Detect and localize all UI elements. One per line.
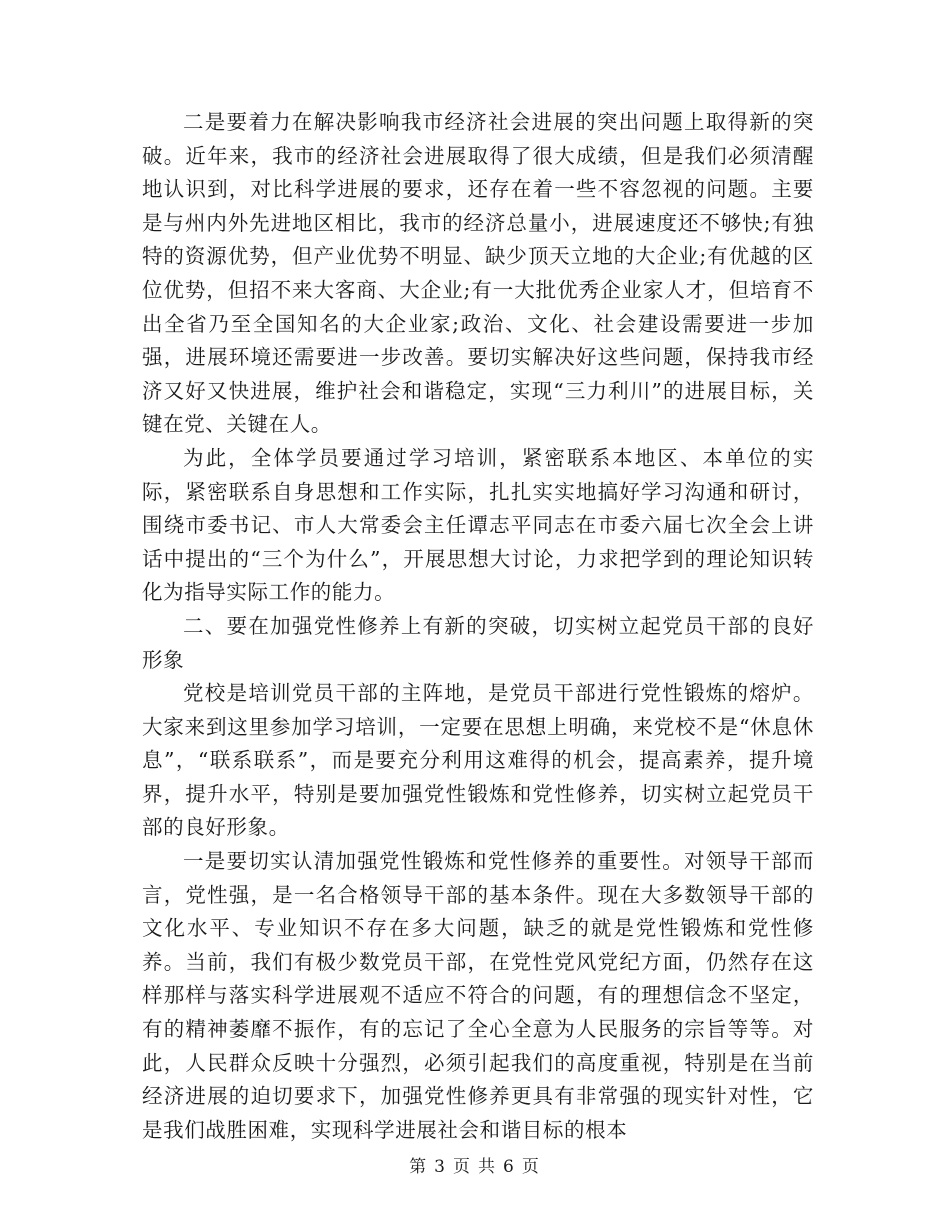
section-heading: 二、要在加强党性修养上有新的突破，切实树立起党员干部的良好形象 bbox=[142, 613, 814, 672]
footer-total-pages: 6 bbox=[503, 1157, 516, 1177]
footer-page-unit: 页 bbox=[453, 1157, 472, 1177]
footer-total-prefix: 共 bbox=[478, 1157, 497, 1177]
paragraph-1: 二是要着力在解决影响我市经济社会进展的突出问题上取得新的突破。近年来，我市的经济社会进展取得了很大成绩，但是我们必须清醒地认识到，对比科学进展的要求，还存在着一些不容忽视的问题。主要是与州内外先进地区相比，我市的经济总量小，进展速度还不够快;有独特的资源优势，但产业优势不明显、缺少顶天立地的大企业;有优越的区位优势，但招不来大客商、大企业;有一大批优秀企业家人才，但培育不出全省乃至全国知名的大企业家;政治、文化、社会建设需要进一步加强，进展环境还需要进一步改善。要切实解决好这些问题，保持我市经济又好又快进展，维护社会和谐稳定，实现“三力利川”的进展目标，关键在党、关键在人。 bbox=[142, 110, 814, 437]
footer-total-unit: 页 bbox=[521, 1157, 541, 1177]
paragraph-2: 为此，全体学员要通过学习培训，紧密联系本地区、本单位的实际，紧密联系自身思想和工作实际，扎扎实实地搞好学习沟通和研讨，围绕市委书记、市人大常委会主任谭志平同志在市委六届七次全会上讲话中提出的“三个为什么”，开展思想大讨论，力求把学到的理论知识转化为指导实际工作的能力。 bbox=[142, 445, 814, 605]
paragraph-4: 一是要切实认清加强党性锻炼和党性修养的重要性。对领导干部而言，党性强，是一名合格领导干部的基本条件。现在大多数领导干部的文化水平、专业知识不存在多大问题，缺乏的就是党性锻炼和党性修养。当前，我们有极少数党员干部，在党性党风党纪方面，仍然存在这样那样与落实科学进展观不适应不符合的问题，有的理想信念不坚定，有的精神萎靡不振作，有的忘记了全心全意为人民服务的宗旨等等。对此，人民群众反映十分强烈，必须引起我们的高度重视，特别是在当前经济进展的迫切要求下，加强党性修养更具有非常强的现实针对性，它是我们战胜困难，实现科学进展社会和谐目标的根本 bbox=[142, 849, 814, 1142]
page-footer bbox=[0, 1152, 950, 1177]
footer-prefix: 第 bbox=[409, 1157, 429, 1177]
document-body bbox=[142, 106, 814, 1147]
paragraph-3: 党校是培训党员干部的主阵地，是党员干部进行党性锻炼的熔炉。大家来到这里参加学习培训，一定要在思想上明确，来党校不是“休息休息”，“联系联系”，而是要充分利用这难得的机会，提高素养，提升境界，提升水平，特别是要加强党性锻炼和党性修养，切实树立起党员干部的良好形象。 bbox=[142, 681, 814, 840]
footer-page-number: 3 bbox=[434, 1157, 447, 1177]
